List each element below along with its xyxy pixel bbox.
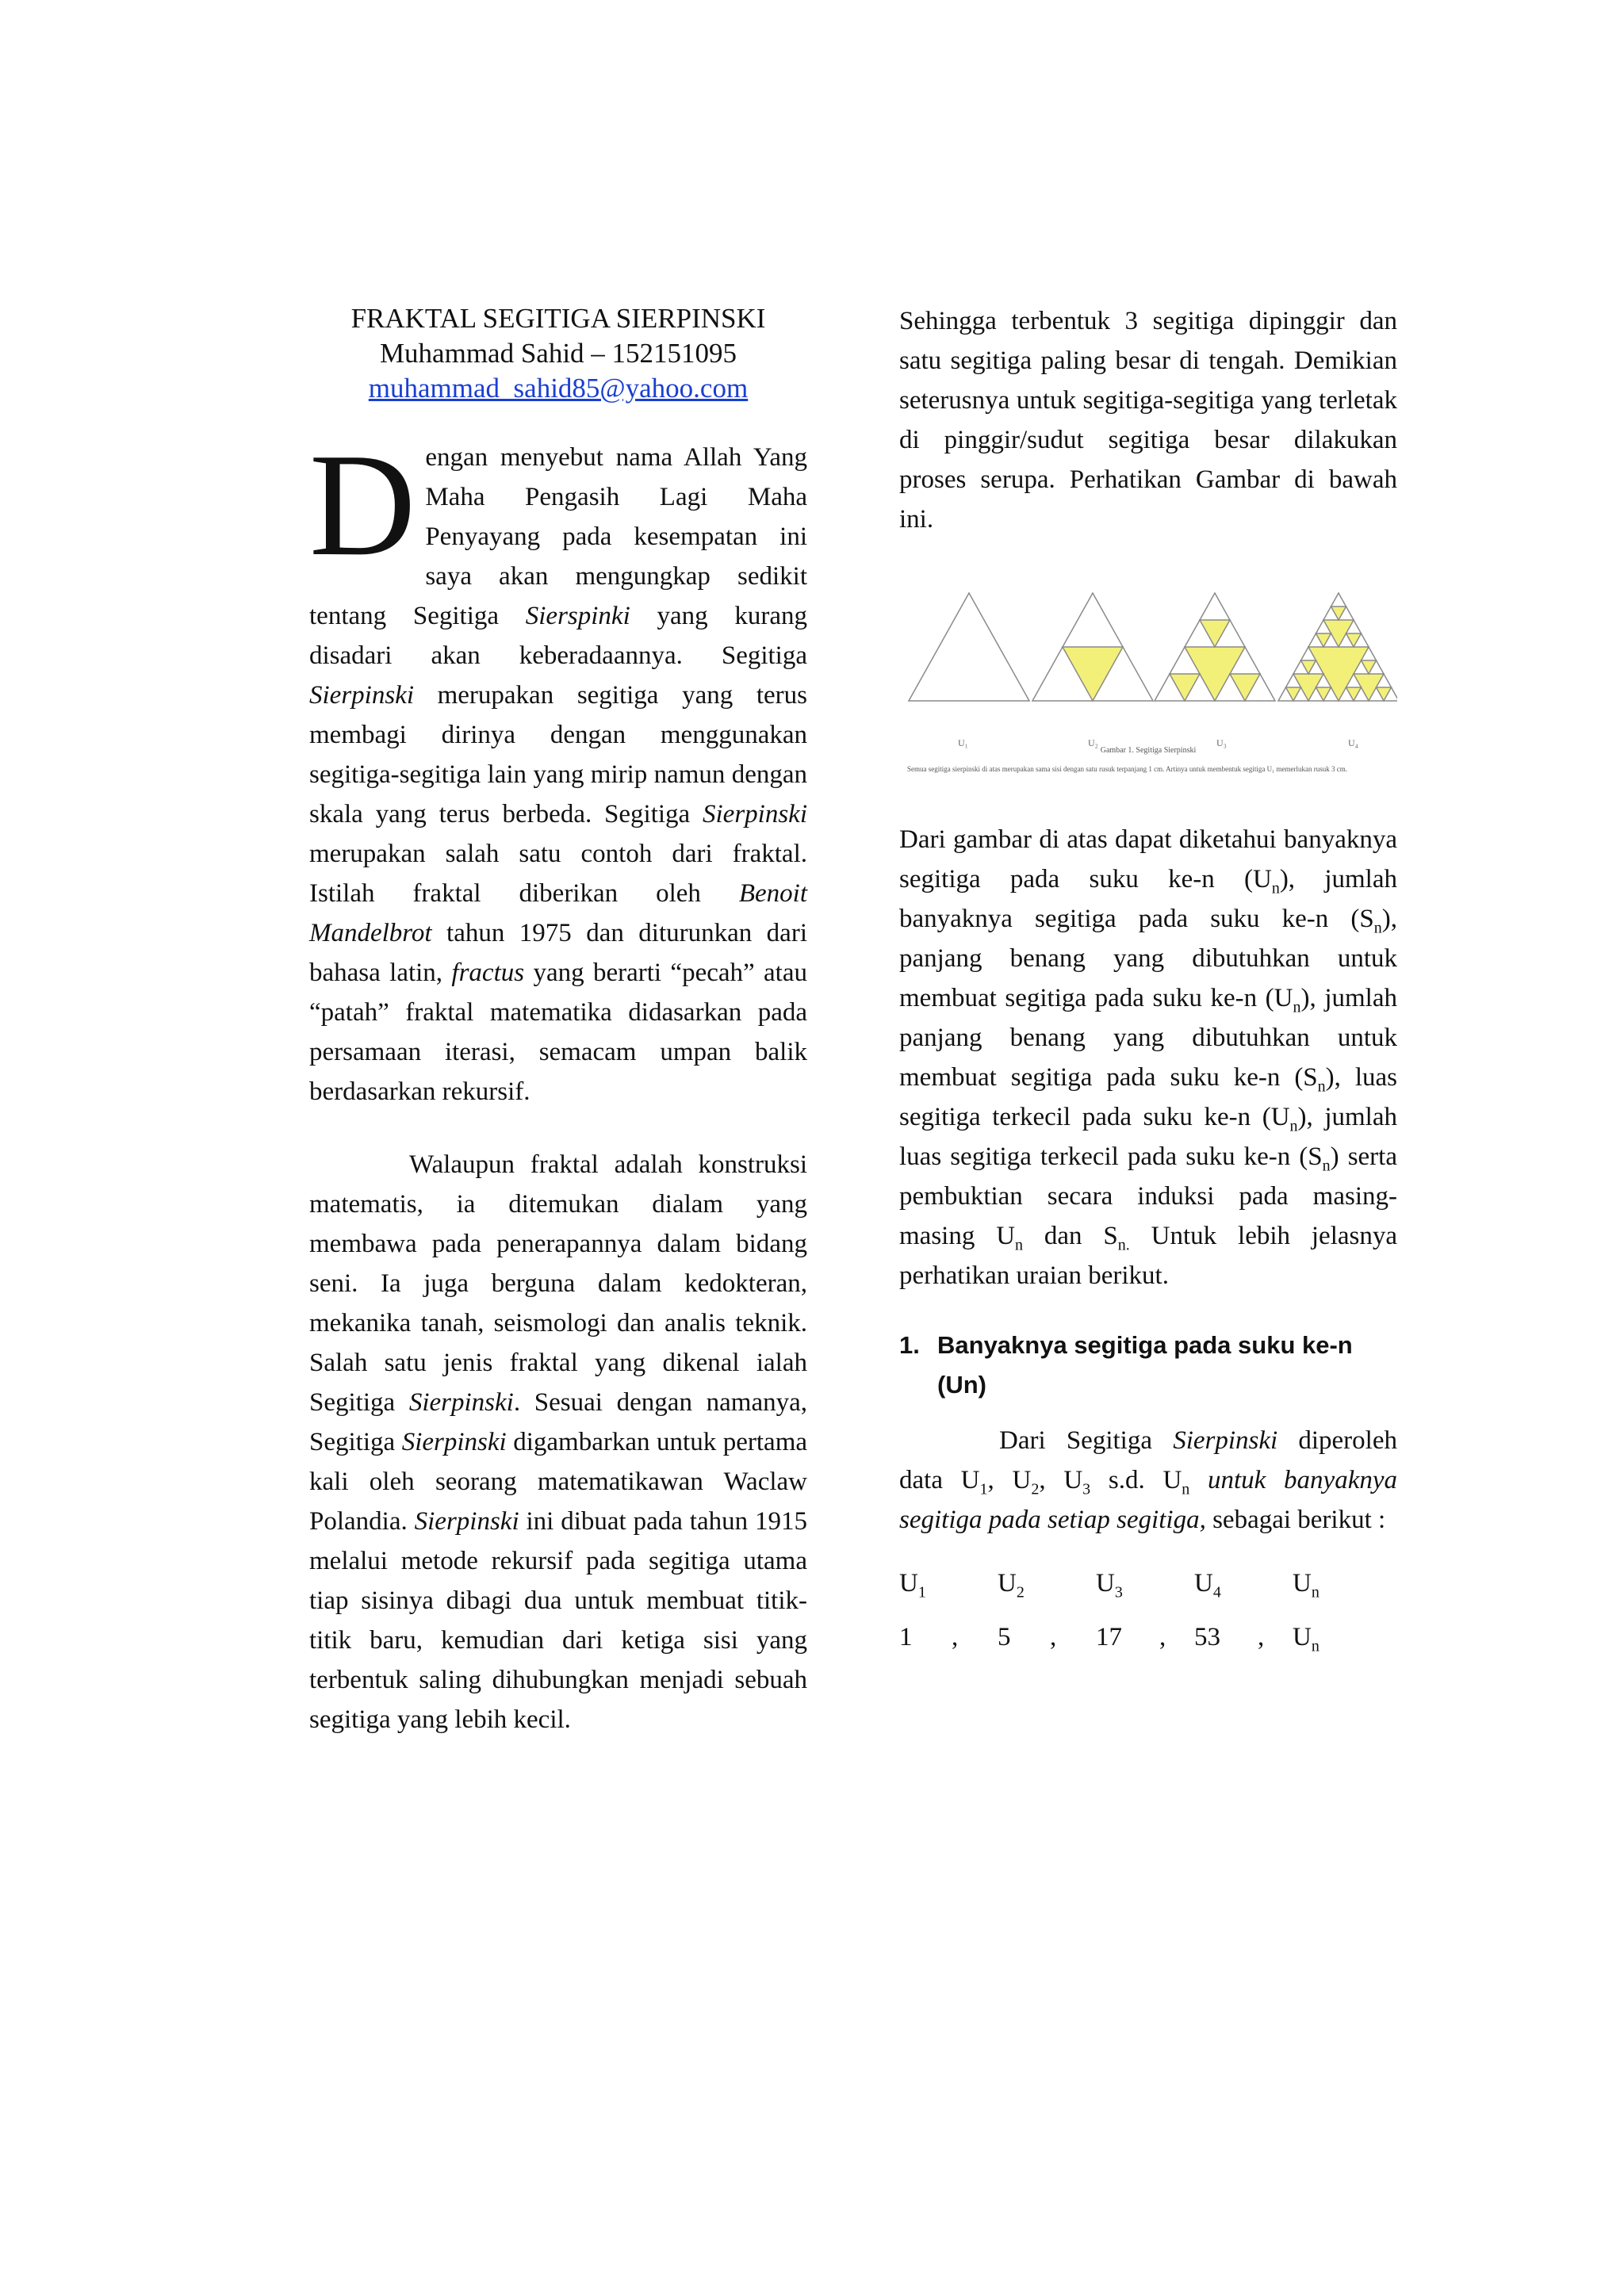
second-paragraph: Walaupun fraktal adalah konstruksi matematis, ia ditemukan dialam yang membawa pada penerapannya dalam bidang seni. Ia juga berguna dalam kedokteran, mekanika tanah, seismologi dan analis teknik. Salah satu jenis fraktal yang dikenal ialah Segitiga Sierpinski. Sesuai dengan namanya, Segitiga Sierpinski digambarkan untuk pertama kali oleh seorang matematikawan Waclaw Polandia. Sierpinski ini dibuat pada tahun 1915 melalui metode rekursif pada segitiga utama tiap sisinya dibagi dua untuk membuat titik-titik baru, kemudian dari ketiga sisi yang terbentuk saling dihubungkan menjadi sebuah segitiga yang lebih kecil. <box>309 1150 808 1734</box>
term-u4: $U_4$ <box>1194 1569 1221 1601</box>
drop-cap: D <box>309 423 416 587</box>
figure-note: Semua segitiga sierpinski di atas merupakan sama sisi dengan satu rusuk terpanjang 1 cm. Artinya untuk membentuk segitiga U₁ memerlukan rusuk 3 cm. <box>907 765 1348 773</box>
value-u4: 53 <box>1194 1623 1220 1651</box>
figure-label-u2: U₂ <box>1088 737 1098 748</box>
sierpinski-figure <box>899 580 1397 818</box>
figure-label-u1: U₁ <box>958 737 968 748</box>
term-u3: $U_3$ <box>1096 1569 1123 1601</box>
sierpinski-u1-outer-triangle <box>909 593 1029 701</box>
value-un: $U_n$ <box>1293 1623 1320 1655</box>
term-un: $U_n$ <box>1293 1569 1320 1601</box>
figure-label-u3: U₃ <box>1216 737 1227 748</box>
description-paragraph: Dari gambar di atas dapat diketahui banyaknya segitiga pada suku ke-n $(U_n)$, jumlah banyaknya segitiga pada suku ke-n $(S_n)$, panjang benang yang dibutuhkan untuk membuat segitiga pada suku ke-n $(U_n)$, jumlah panjang benang yang dibutuhkan untuk membuat segitiga pada suku ke-n $(S_n)$, luas segitiga terkecil pada suku ke-n $(U_n)$, jumlah luas segitiga terkecil pada suku ke-n $(S_n)$ serta pembuktian secara induksi pada masing-masing $U_n$ dan $S_{n.}$ Untuk lebih jelasnya perhatikan uraian berikut. <box>899 825 1397 1290</box>
value-u1: 1 <box>899 1623 913 1651</box>
value-sep: , <box>1258 1623 1265 1651</box>
value-sep: , <box>952 1623 959 1651</box>
data-paragraph: Dari Segitiga Sierpinski diperoleh data $U_1$, $U_2$, $U_3$ s.d. $U_n$ untuk banyaknya segitiga pada setiap segitiga, sebagai berikut : <box>899 1426 1397 1534</box>
section-heading-text: Banyaknya segitiga pada suku ke-n (Un) <box>937 1331 1353 1399</box>
right-intro-paragraph: Sehingga terbentuk 3 segitiga dipinggir dan satu segitiga paling besar di tengah. Demikian seterusnya untuk segitiga-segitiga yang terletak di pinggir/sudut segitiga besar dilakukan proses serupa. Perhatikan Gambar di bawah ini. <box>899 307 1397 534</box>
paper-title: FRAKTAL SEGITIGA SIERPINSKI <box>350 303 766 334</box>
term-u1: $U_1$ <box>899 1569 926 1601</box>
author-line: Muhammad Sahid – 152151095 <box>379 338 737 369</box>
sierpinski-triangles-image <box>899 580 1397 739</box>
value-u2: 5 <box>998 1623 1011 1651</box>
section-number: 1. <box>899 1331 920 1359</box>
figure-label-u4: U₄ <box>1348 737 1358 748</box>
author-email-link[interactable]: muhammad_sahid85@yahoo.com <box>368 373 749 404</box>
value-sep: , <box>1050 1623 1057 1651</box>
value-u3: 17 <box>1096 1623 1122 1651</box>
figure-caption: Gambar 1. Segitiga Sierpinski <box>1100 746 1197 755</box>
left-column <box>309 301 807 1739</box>
section-heading-1 <box>899 1326 1397 1405</box>
right-column <box>899 301 1397 1657</box>
intro-paragraph: Dengan menyebut nama Allah Yang Maha Pengasih Lagi Maha Penyayang pada kesempatan ini saya akan mengungkap sedikit tentang Segitiga Sierspinki yang kurang disadari akan keberadaannya. Segitiga Sierpinski merupakan segitiga yang terus membagi dirinya dengan menggunakan segitiga-segitiga lain yang mirip namun dengan skala yang terus berbeda. Segitiga Sierpinski merupakan salah satu contoh dari fraktal. Istilah fraktal diberikan oleh Benoit Mandelbrot tahun 1975 dan diturunkan dari bahasa latin, fractus yang berarti “pecah” atau “patah” fraktal matematika didasarkan pada persamaan iterasi, semacam umpan balik berdasarkan rekursif. <box>309 423 807 1106</box>
sequence-values-row <box>899 1617 1397 1657</box>
term-u2: $U_2$ <box>998 1569 1025 1601</box>
sequence-terms-row <box>899 1563 1397 1603</box>
value-sep: , <box>1159 1623 1166 1651</box>
